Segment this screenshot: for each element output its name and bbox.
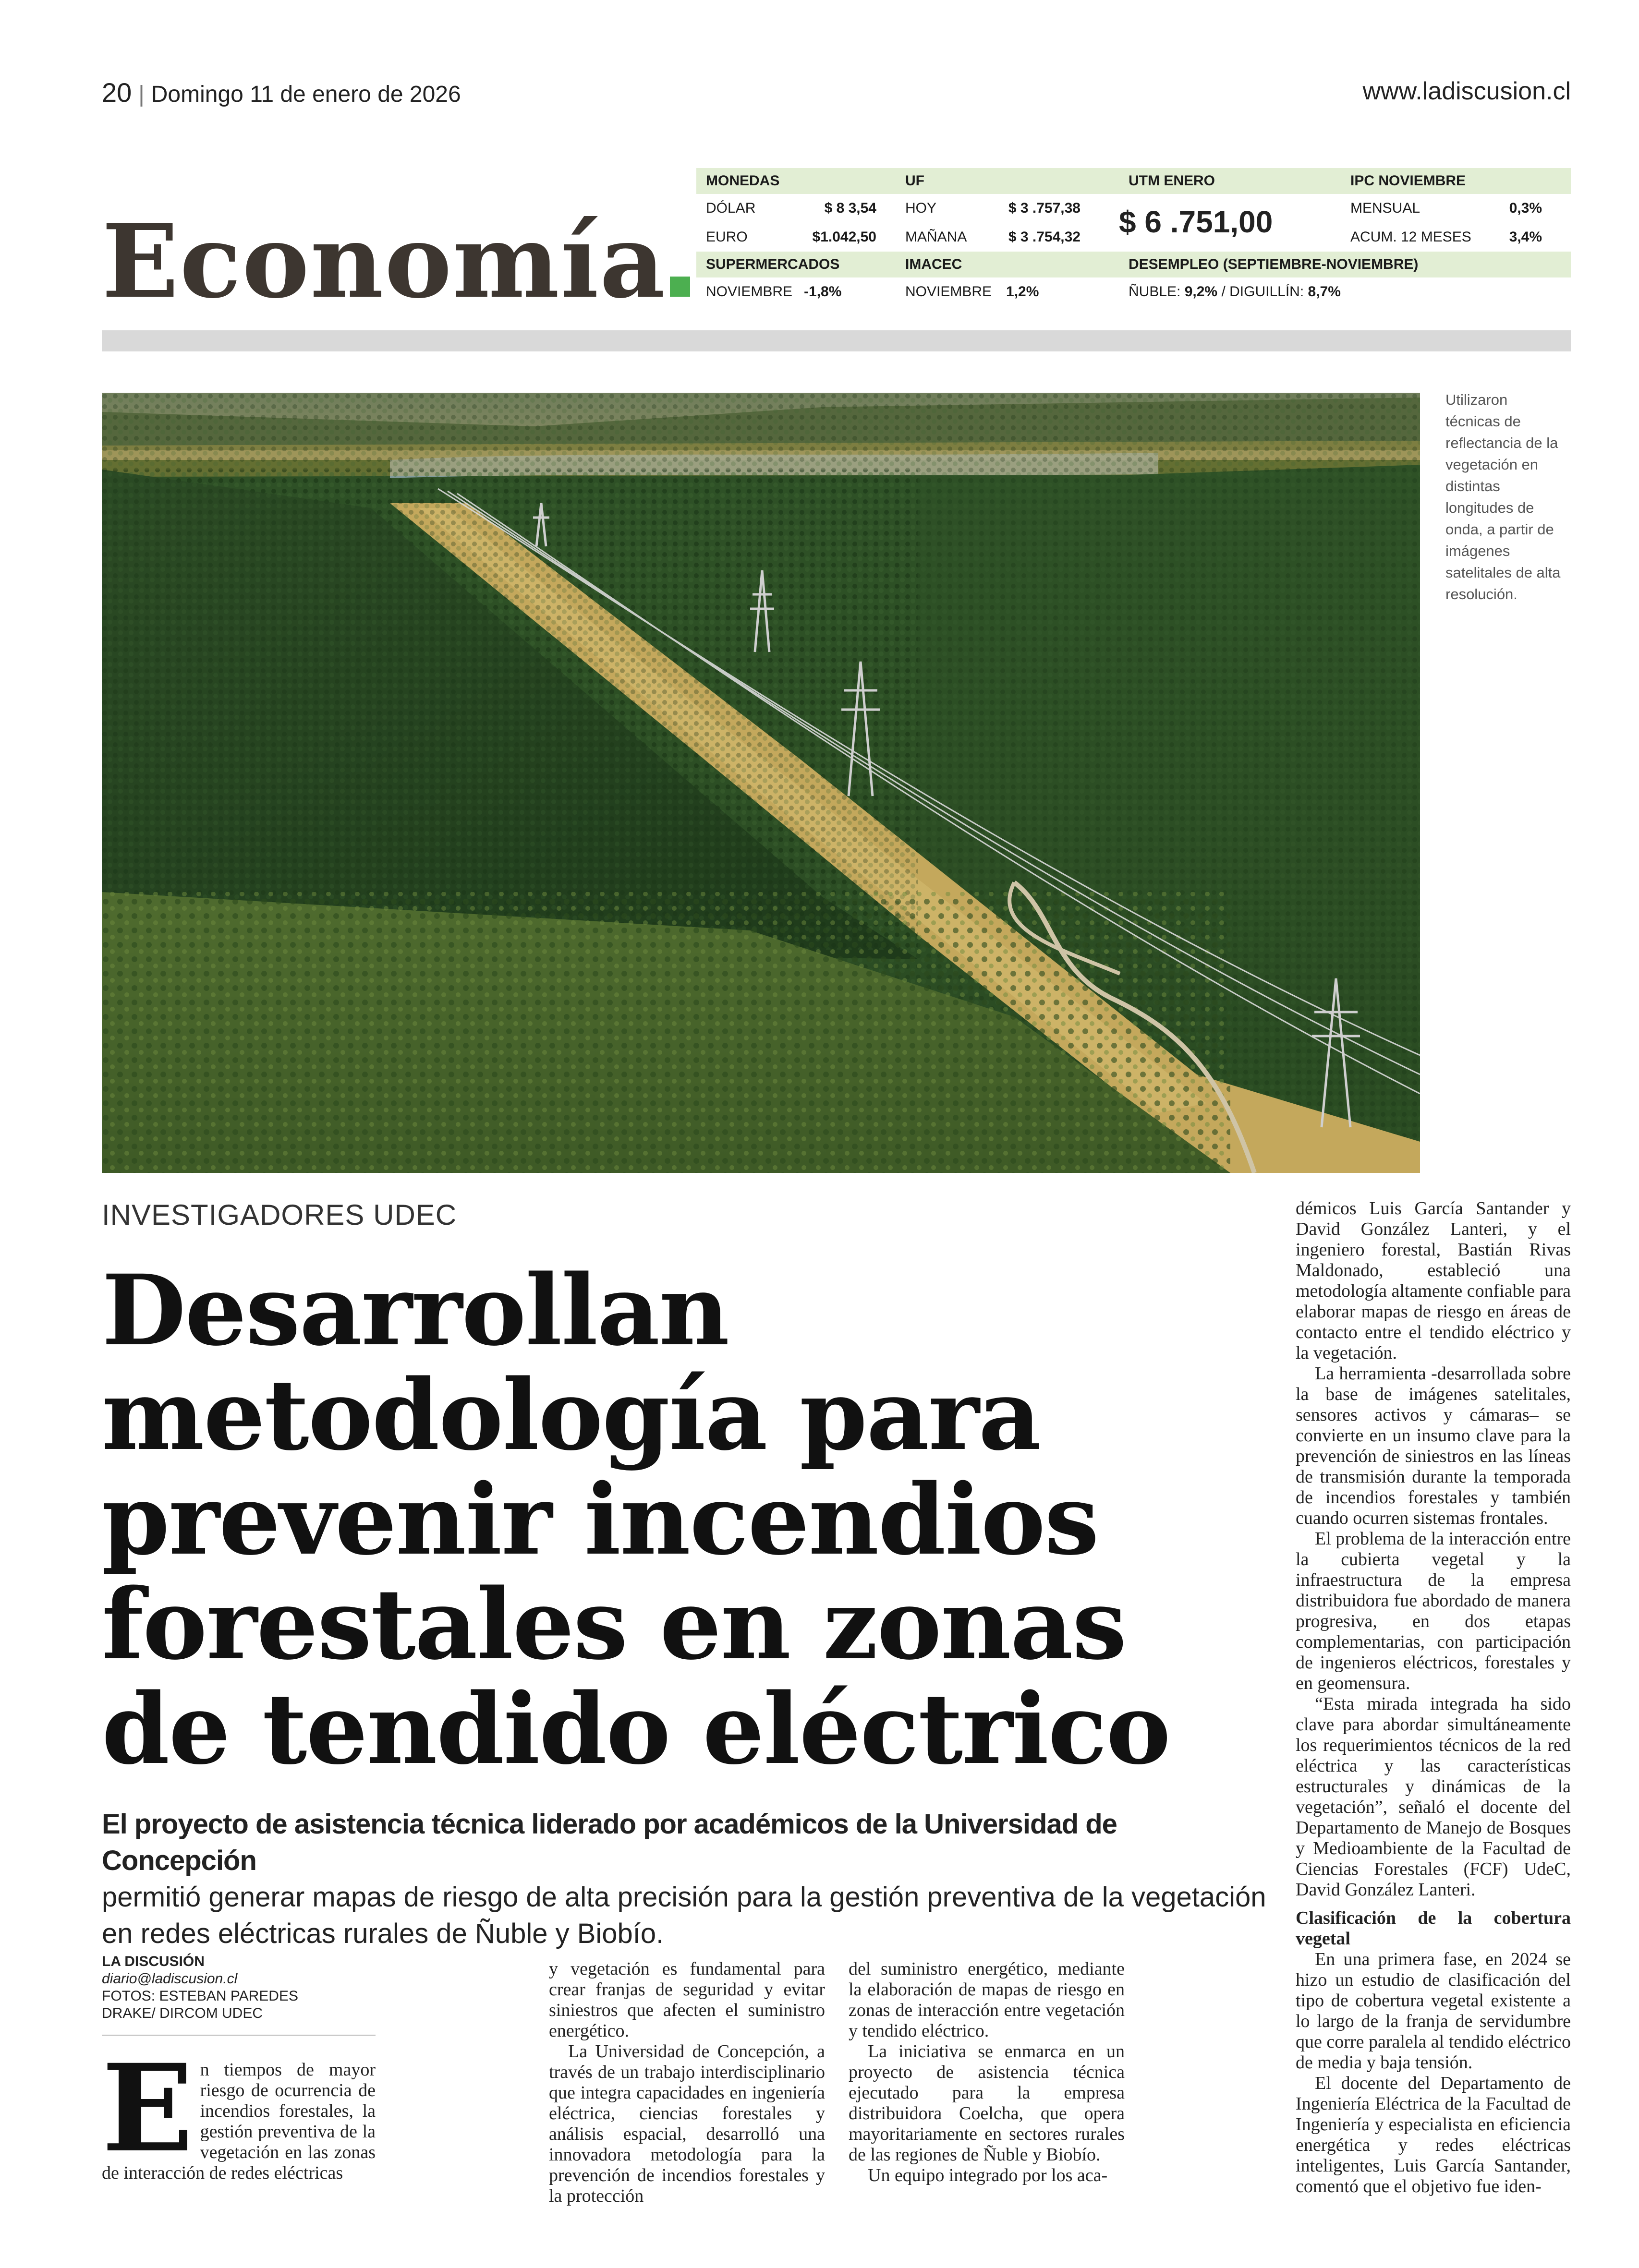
article-column-1: [102, 2038, 376, 2184]
article-headline: [102, 1253, 1278, 1786]
article-deck: [102, 1806, 1269, 1952]
byline-divider: [102, 2035, 376, 2036]
drop-cap: E: [102, 2038, 194, 2179]
ipc-mensual-label: MENSUAL: [1350, 200, 1420, 216]
uf-manana-value: $ 3 .754,32: [1008, 229, 1081, 245]
utm-value: $ 6 .751,00: [1119, 205, 1273, 239]
headline-line: forestales en zonas: [102, 1567, 1126, 1681]
utm-title: UTM ENERO: [1129, 173, 1215, 189]
paragraph: La iniciativa se enmarca en un proyecto de asistencia técnica ejecutado para la empresa distribuidora Coelcha, que opera mayoritariamente en sectores rurales de las regiones de Ñuble y Biobío.: [849, 2041, 1125, 2165]
uf-hoy-value: $ 3 .757,38: [1008, 200, 1081, 216]
byline: [102, 1953, 390, 2022]
deck-rest: permitió generar mapas de riesgo de alta precisión para la gestión preventiva de la vegetación en redes eléctricas rurales de Ñuble y Biobío.: [102, 1882, 1266, 1949]
byline-outlet: LA DISCUSIÓN: [102, 1954, 205, 1969]
photo-caption: Utilizaron técnicas de reflectancia de la vegetación en distintas longitudes de onda, a partir de imágenes satelitales de alta resolución.: [1445, 391, 1561, 603]
ipc-acum-value: 3,4%: [1509, 229, 1542, 245]
paragraph: En una primera fase, en 2024 se hizo un estudio de clasificación del tipo de cobertura vegetal existente a lo largo de la franja de servidumbre que corre paralela al tendido eléctrico de media y baja tensión.: [1296, 1949, 1571, 2073]
paragraph: La Universidad de Concepción, a través de un trabajo interdisciplinario que integra capacidades en ingeniería eléctrica, ciencias forestales y análisis espacial, desarrolló una innovadora metodología para la prevención de incendios forestales y la protección: [549, 2041, 825, 2206]
supermercados-label: NOVIEMBRE: [706, 284, 793, 300]
headline-line: prevenir incendios: [102, 1462, 1098, 1577]
dolar-value: $ 8 3,54: [824, 200, 876, 216]
paragraph: “Esta mirada integrada ha sido clave para abordar simultáneamente los requerimientos técnicos de la red eléctrica y las características estructurales y dinámicas de la vegetación”, señaló el docente del Departamento de Manejo de Bosques y Medioambiente de la Facultad de Ciencias Forestales (FCF) UdeC, David González Lanteri.: [1296, 1694, 1571, 1900]
issue-date: Domingo 11 de enero de 2026: [151, 82, 461, 107]
paragraph: La herramienta -desarrollada sobre la base de imágenes satelitales, sensores activos y cámaras– se convierte en un insumo clave para la prevención de siniestros en las líneas de transmisión durante la temporada de incendios forestales y también cuando ocurren sistemas frontales.: [1296, 1363, 1571, 1528]
imacec-title: IMACEC: [905, 256, 962, 272]
paragraph: démicos Luis García Santander y David González Lanteri, y el ingeniero forestal, Bastián Rivas Maldonado, estableció una metodología altamente confiable para elaborar mapas de riesgo en áreas de contacto entre el tendido eléctrico y la vegetación.: [1296, 1198, 1571, 1363]
euro-label: EURO: [706, 229, 748, 245]
uf-manana-label: MAÑANA: [905, 229, 967, 245]
section-title: Economía: [102, 211, 690, 312]
ipc-acum-label: ACUM. 12 MESES: [1350, 229, 1471, 245]
website-link[interactable]: www.ladiscusion.cl: [1362, 77, 1571, 105]
paragraph: del suministro energético, mediante la elaboración de mapas de riesgo en zonas de interacción entre vegetación y tendido eléctrico.: [849, 1959, 1125, 2041]
nuble-value: 9,2%: [1184, 284, 1218, 300]
monedas-title: MONEDAS: [706, 173, 780, 189]
supermercados-value: -1,8%: [804, 284, 842, 300]
euro-value: $1.042,50: [812, 229, 876, 245]
uf-title: UF: [905, 173, 924, 189]
paragraph: y vegetación es fundamental para crear franjas de seguridad y evitar siniestros que afecten el suministro energético.: [549, 1959, 825, 2041]
header-divider-band: [102, 330, 1571, 351]
dolar-label: DÓLAR: [706, 200, 756, 216]
subheading: Clasificación de la cobertura vegetal: [1296, 1908, 1571, 1949]
forest-powerline-photo: [102, 393, 1420, 1173]
article-column-2: [549, 1959, 825, 2207]
article-column-4: [1296, 1198, 1571, 2197]
headline-line: Desarrollan: [102, 1253, 729, 1367]
paragraph: El docente del Departamento de Ingeniería Eléctrica de la Facultad de Ingeniería y especialista en eficiencia energética y redes eléctricas inteligentes, Luis García Santander, comentó que el objetivo fue iden-: [1296, 2073, 1571, 2196]
nuble-label: ÑUBLE:: [1129, 284, 1181, 300]
headline-line: metodología para: [102, 1358, 1041, 1472]
diguillin-label: DIGUILLÍN:: [1229, 284, 1304, 300]
article-column-3: [849, 1959, 1125, 2186]
paragraph: Un equipo integrado por los aca-: [868, 2165, 1108, 2185]
supermercados-title: SUPERMERCADOS: [706, 256, 840, 272]
desempleo-title: DESEMPLEO (SEPTIEMBRE-NOVIEMBRE): [1129, 256, 1419, 272]
page-number: 20: [102, 77, 132, 108]
paragraph: El problema de la interacción entre la cubierta vegetal y la infraestructura de la empresa distribuidora fue abordado de manera progresiva, en dos etapas complementarias, con participación de ingenieros eléctricos, forestales y en geomensura.: [1296, 1529, 1571, 1693]
imacec-value: 1,2%: [1006, 284, 1039, 300]
section-accent-square: [670, 277, 690, 297]
byline-photo-credit: FOTOS: ESTEBAN PAREDES DRAKE/ DIRCOM UDEC: [102, 1988, 298, 2021]
folio: 20 | Domingo 11 de enero de 2026: [102, 77, 461, 108]
ipc-mensual-value: 0,3%: [1509, 200, 1542, 216]
imacec-label: NOVIEMBRE: [905, 284, 992, 300]
headline-line: de tendido eléctrico: [102, 1672, 1170, 1786]
deck-lead: El proyecto de asistencia técnica liderado por académicos de la Universidad de Concepción: [102, 1809, 1117, 1876]
diguillin-value: 8,7%: [1308, 284, 1341, 300]
uf-hoy-label: HOY: [905, 200, 937, 216]
desempleo-separator: /: [1221, 284, 1226, 300]
paragraph: n tiempos de mayor riesgo de ocurrencia de incendios forestales, la gestión preventiva de la vegetación en las zonas de interacción de redes eléctricas: [102, 2060, 376, 2183]
article-kicker: INVESTIGADORES UDEC: [102, 1199, 457, 1231]
byline-email[interactable]: diario@ladiscusion.cl: [102, 1971, 238, 1987]
ipc-title: IPC NOVIEMBRE: [1350, 173, 1466, 189]
